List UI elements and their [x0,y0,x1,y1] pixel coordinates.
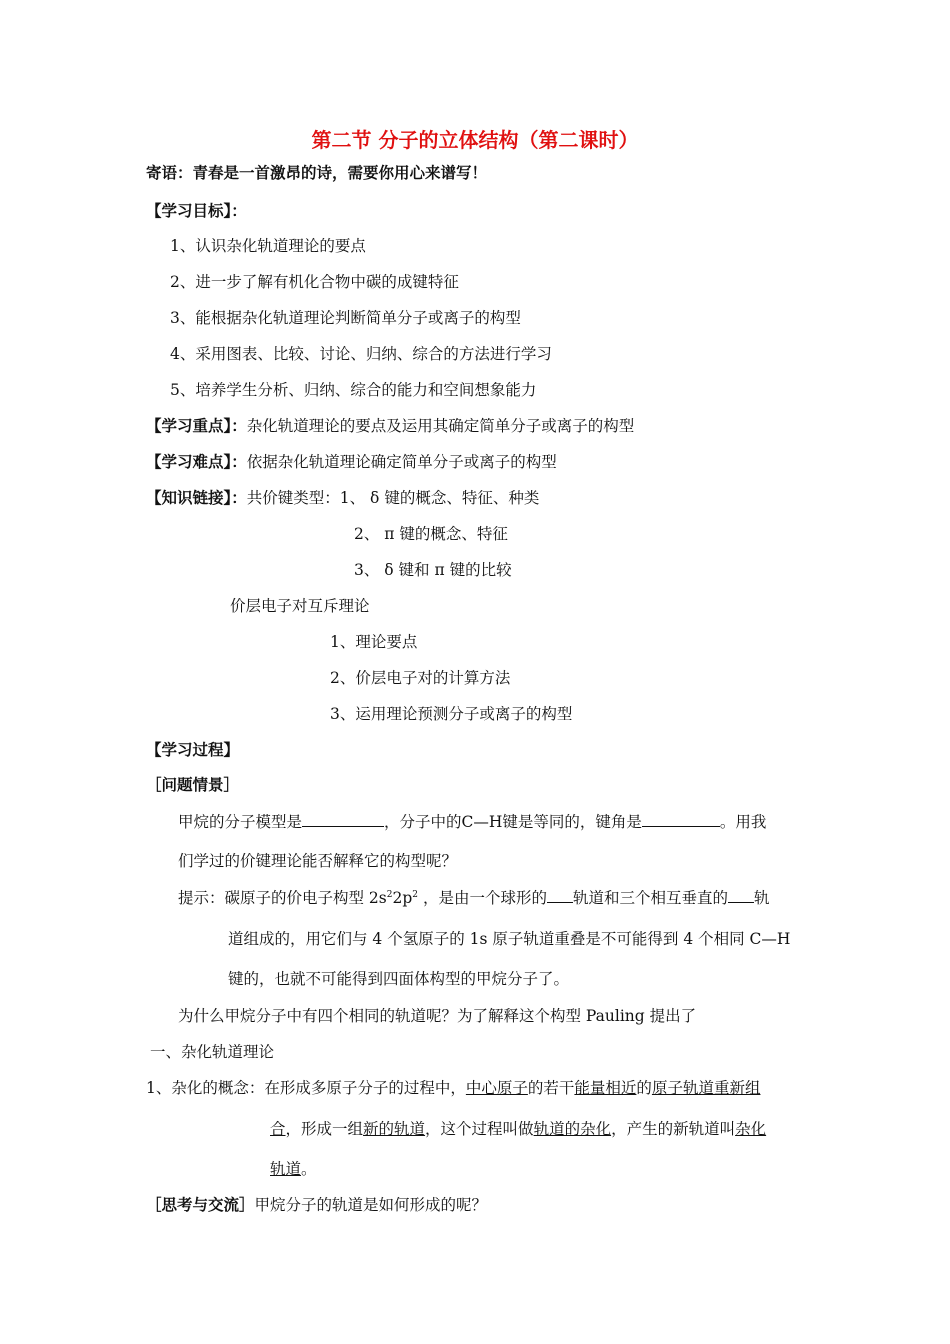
think-label: ［思考与交流］ [146,1196,255,1214]
hint-text: 轨道和三个相互垂直的 [572,889,728,907]
answer-blank [728,887,754,903]
concept-line [270,1159,317,1179]
concept-text: ，形成一组 [285,1120,364,1138]
question-line: 们学过的价键理论能否解释它的构型呢？ [178,852,458,870]
answer-blank [302,811,384,827]
goal-item: 3、能根据杂化轨道理论判断简单分子或离子的构型 [170,309,521,327]
difficulty [146,452,557,472]
links-first: 共价键类型：1、 δ 键的概念、特征、种类 [246,489,540,507]
underlined-term: 轨道的杂化 [533,1120,612,1138]
scenario-heading: ［问题情景］ [146,776,240,794]
motto: 寄语：青春是一首激昂的诗，需要你用心来谱写！ [146,164,488,182]
think-line [146,1195,487,1215]
question-text: ，分子中的C—H键是等同的，键角是 [384,813,642,831]
links-label: 【知识链接】： [146,489,247,507]
hint-text: 提示：碳原子的价电子构型 2s [178,889,387,907]
underlined-term: 能量相近 [574,1079,637,1097]
hint-text: 轨 [753,889,770,907]
hint-text: 2p [392,889,413,907]
goal-item: 5、培养学生分析、归纳、综合的能力和空间想象能力 [170,381,537,399]
page-title: 第二节 分子的立体结构（第二课时） [311,128,639,152]
superscript: 2 [386,889,393,900]
vsepr-item: 1、理论要点 [330,633,418,651]
underlined-term: 杂化 [735,1120,767,1138]
concept-line [270,1119,766,1139]
concept-text: ，这个过程叫做 [425,1120,534,1138]
question-text: 甲烷的分子模型是 [178,813,303,831]
underlined-term: 轨道 [270,1160,302,1178]
question-line [178,811,766,832]
links-item: 3、 δ 键和 π 键的比较 [354,561,512,579]
concept-text: 的 [636,1079,652,1097]
concept-text: 1、杂化的概念：在形成多原子分子的过程中， [146,1079,466,1097]
difficulty-label: 【学习难点】： [146,453,247,471]
goal-item: 1、认识杂化轨道理论的要点 [170,237,366,255]
section-heading: 一、杂化轨道理论 [150,1043,275,1061]
underlined-term: 原子轨道重新组 [651,1079,761,1097]
underlined-term: 新的轨道 [363,1120,426,1138]
superscript: 2 [412,889,419,900]
vsepr-item: 3、运用理论预测分子或离子的构型 [330,705,573,723]
goals-heading: 【学习目标】： [146,202,247,220]
pauling-line: 为什么甲烷分子中有四个相同的轨道呢？为了解释这个构型 Pauling 提出了 [178,1007,697,1025]
underlined-term: 中心原子 [465,1079,528,1097]
vsepr-heading: 价层电子对互斥理论 [230,597,370,615]
vsepr-item: 2、价层电子对的计算方法 [330,669,511,687]
goal-item: 4、采用图表、比较、讨论、归纳、综合的方法进行学习 [170,345,552,363]
key-point-text: 杂化轨道理论的要点及运用其确定简单分子或离子的构型 [246,417,635,435]
key-point [146,416,634,436]
hint-line: 键的，也就不可能得到四面体构型的甲烷分子了。 [228,970,570,988]
links-item: 2、 π 键的概念、特征 [354,525,508,543]
key-point-label: 【学习重点】： [146,417,247,435]
concept-text: 的若干 [527,1079,575,1097]
concept-line [146,1078,760,1098]
question-text: 。用我 [719,813,767,831]
underlined-term: 合 [270,1120,286,1138]
think-text: 甲烷分子的轨道是如何形成的呢？ [254,1196,488,1214]
hint-line: 道组成的，用它们与 4 个氢原子的 1s 原子轨道重叠是不可能得到 4 个相同 C—H [228,930,791,948]
answer-blank [547,887,573,903]
answer-blank [642,811,720,827]
concept-text: ，产生的新轨道叫 [611,1120,736,1138]
concept-text: 。 [301,1160,317,1178]
process-heading: 【学习过程】 [146,741,240,759]
knowledge-links [146,488,539,508]
difficulty-text: 依据杂化轨道理论确定简单分子或离子的构型 [246,453,557,471]
goal-item: 2、进一步了解有机化合物中碳的成键特征 [170,273,459,291]
hint-line [178,887,769,908]
hint-text: ，是由一个球形的 [418,889,547,907]
